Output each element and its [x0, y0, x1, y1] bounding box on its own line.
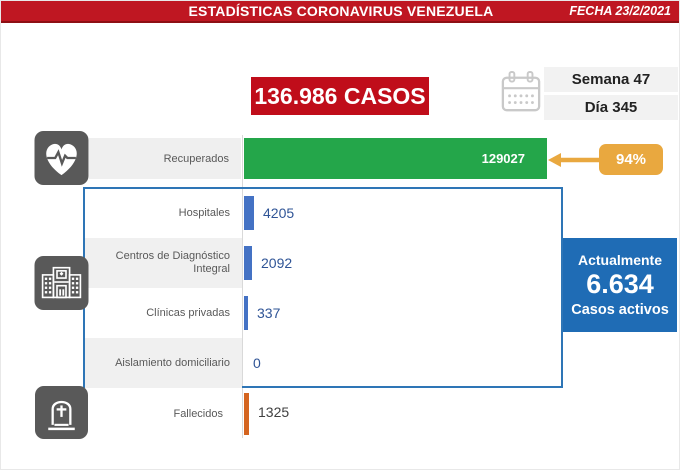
recovered-percent-badge: 94%: [599, 144, 663, 175]
row-value: 4205: [263, 205, 295, 221]
table-row-hospitales: [85, 188, 561, 238]
row-label: Clínicas privadas: [146, 306, 230, 319]
deceased-label: Fallecidos: [173, 407, 223, 420]
active-cases-subtitle: Casos activos: [571, 301, 669, 318]
active-cases-title: Actualmente: [577, 252, 663, 269]
deceased-value: 1325: [258, 404, 290, 420]
row-label: Hospitales: [178, 206, 230, 219]
day-badge: Día 345: [544, 95, 678, 120]
calendar-icon: [500, 69, 542, 122]
recovered-label: Recuperados: [89, 138, 241, 179]
total-cases-box: 136.986 CASOS: [251, 77, 429, 115]
header-date: FECHA 23/2/2021: [569, 4, 671, 18]
tombstone-icon: [34, 386, 89, 440]
table-row-aislamiento: [85, 338, 561, 388]
table-row-cdi: [85, 238, 561, 288]
row-value: 0: [253, 355, 261, 371]
hospital-building-icon: [34, 256, 89, 310]
row-value: 337: [257, 305, 281, 321]
recovered-bar: 129027: [244, 138, 547, 179]
left-arrow-icon: [548, 151, 602, 174]
row-label: Centros de Diagnóstico Integral: [85, 238, 242, 288]
row-bar: [244, 196, 254, 230]
page-title: ESTADÍSTICAS CORONAVIRUS VENEZUELA: [188, 3, 494, 19]
row-bar: [244, 296, 248, 330]
heart-pulse-icon: [34, 131, 89, 185]
table-row-clinicas: [85, 288, 561, 338]
week-badge: Semana 47: [544, 67, 678, 92]
active-cases-box: [563, 238, 677, 332]
row-label: Aislamiento domiciliario: [85, 338, 242, 388]
header-bar: [1, 1, 680, 23]
row-value: 2092: [261, 255, 293, 271]
deceased-bar: [244, 393, 249, 435]
active-cases-value: 6.634: [586, 269, 654, 300]
row-bar: [244, 246, 252, 280]
